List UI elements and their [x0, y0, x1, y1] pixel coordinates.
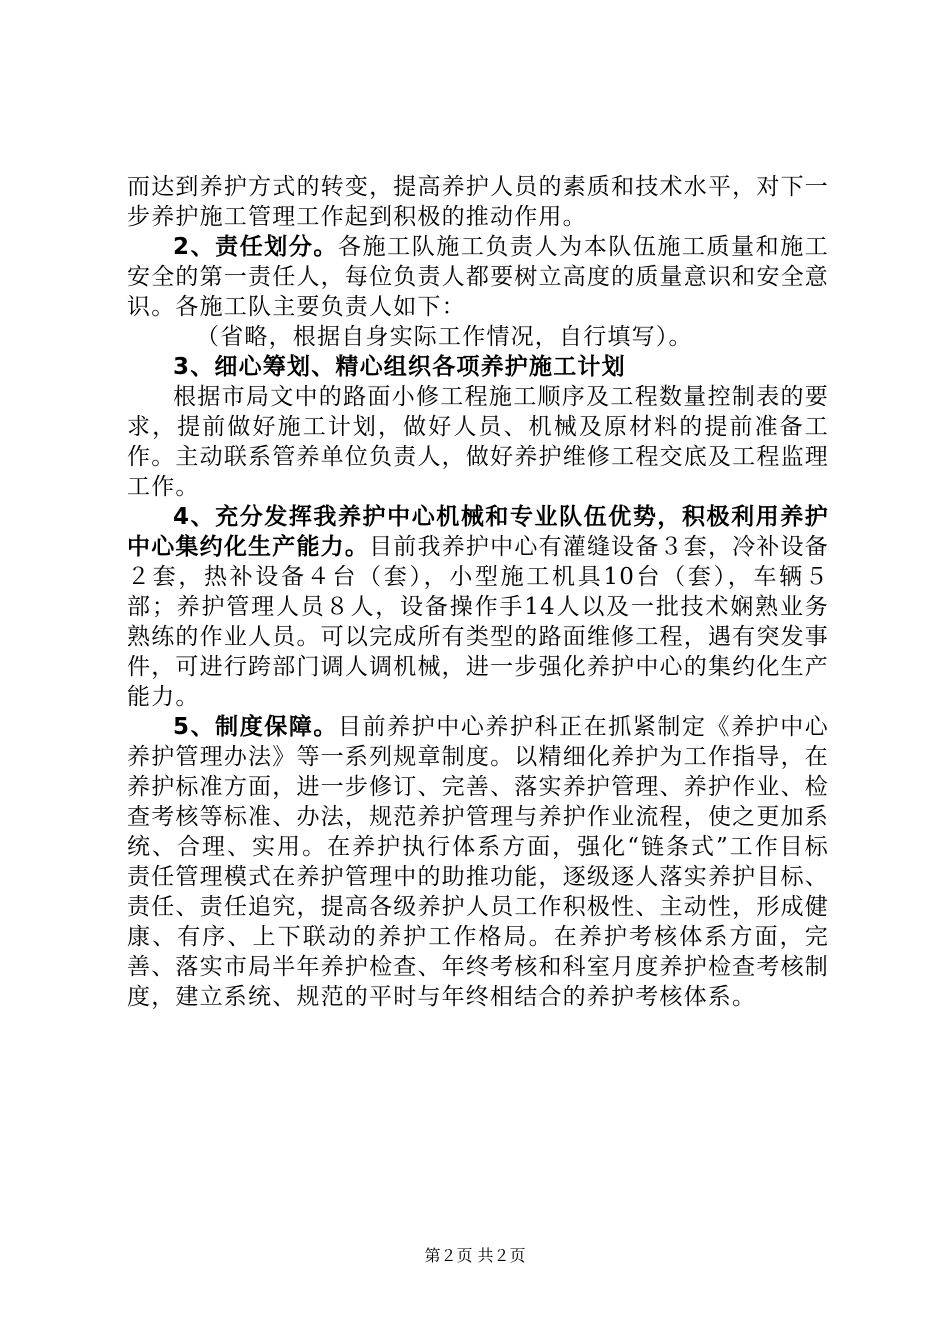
- paragraph-resources: [127, 502, 829, 712]
- paragraph-heading: 5、制度保障。: [173, 714, 338, 740]
- paragraph-text: 目前我养护中心有灌缝设备３套，冷补设备２套，热补设备４台（套），小型施工机具10台（套），车辆５部；养护管理人员８人，设备操作手14人以及一批技术娴熟业务熟练的作业人员。可以完成所有类型的路面维修工程，遇有突发事件，可进行跨部门调人调机械，进一步强化养护中心的集约化生产能力。: [127, 534, 829, 710]
- section-heading: 3、细心筹划、精心组织各项养护施工计划: [173, 354, 626, 380]
- paragraph-planning: [127, 382, 829, 502]
- paragraph-omitted-note: [127, 322, 829, 352]
- paragraph-responsibility: [127, 232, 829, 322]
- paragraph-text: 根据市局文中的路面小修工程施工顺序及工程数量控制表的要求，提前做好施工计划，做好人员、机械及原材料的提前准备工作。主动联系管养单位负责人，做好养护维修工程交底及工程监理工作。: [127, 384, 829, 500]
- document-body: [127, 172, 829, 1012]
- paragraph-institution: [127, 712, 829, 1012]
- paragraph-heading: 4、充分发挥我养护中心机械和专业队伍优势，积极利用养护中心集约化生产能力。: [127, 504, 829, 560]
- paragraph-text: （省略，根据自身实际工作情况，自行填写）。: [196, 324, 693, 350]
- paragraph-text: 各施工队施工负责人为本队伍施工质量和施工安全的第一责任人，每位负责人都要树立高度的质量意识和安全意识。各施工队主要负责人如下：: [127, 234, 830, 320]
- page-footer: [0, 1243, 950, 1266]
- paragraph-text: 而达到养护方式的转变，提高养护人员的素质和技术水平，对下一步养护施工管理工作起到积极的推动作用。: [127, 174, 829, 230]
- paragraph-continuation: [127, 172, 829, 232]
- paragraph-heading: 2、责任划分。: [173, 234, 338, 260]
- paragraph-planning-heading: [127, 352, 829, 382]
- page-number: 第２页 共２页: [424, 1246, 526, 1265]
- paragraph-text: 目前养护中心养护科正在抓紧制定《养护中心养护管理办法》等一系列规章制度。以精细化养护为工作指导，在养护标准方面，进一步修订、完善、落实养护管理、养护作业、检查考核等标准、办法，规范养护管理与养护作业流程，使之更加系统、合理、实用。在养护执行体系方面，强化“链条式”工作目标责任管理模式在养护管理中的助推功能，逐级逐人落实养护目标、责任、责任追究，提高各级养护人员工作积极性、主动性，形成健康、有序、上下联动的养护工作格局。在养护考核体系方面，完善、落实市局半年养护检查、年终考核和科室月度养护检查考核制度，建立系统、规范的平时与年终相结合的养护考核体系。: [127, 714, 830, 1010]
